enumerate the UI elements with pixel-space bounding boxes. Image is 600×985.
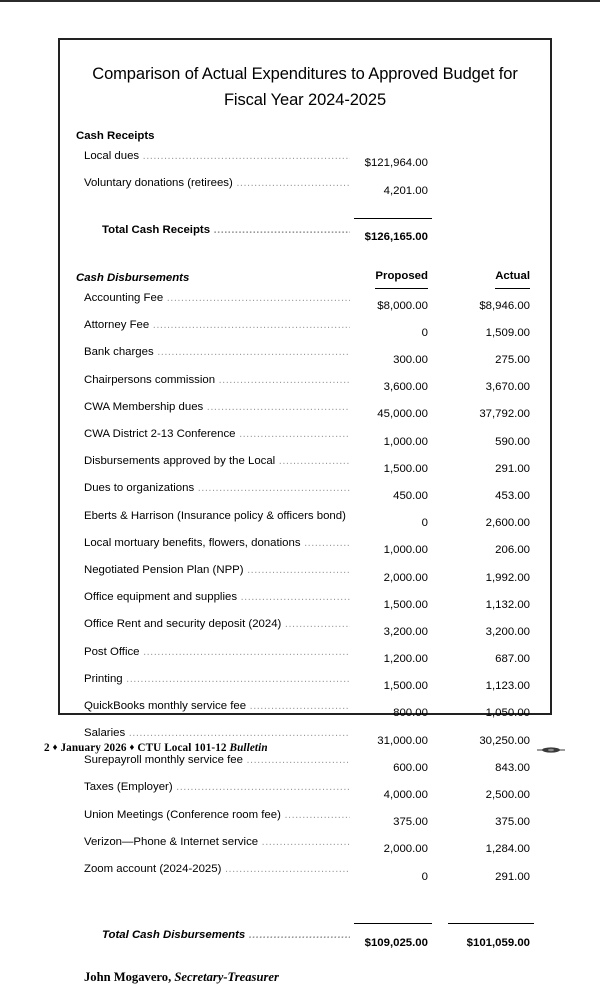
table-row — [76, 643, 534, 670]
row-label: Printing ..... — [76, 670, 350, 697]
total-cash-receipts-label: Total Cash Receipts ..... — [76, 221, 350, 248]
row-label: Post Office ..... — [76, 643, 350, 670]
row-label: Union Meetings (Conference room fee) ..... — [76, 806, 350, 833]
table-row — [76, 398, 534, 425]
table-row — [76, 147, 534, 174]
total-rule-proposed — [350, 907, 442, 927]
row-label: Voluntary donations (retirees) ..... — [76, 174, 350, 201]
section-gap — [76, 248, 534, 268]
row-actual: 37,792.00 — [479, 408, 530, 421]
row-label: Surepayroll monthly service fee ..... — [76, 751, 350, 778]
row-label: Local mortuary benefits, flowers, donations ..... — [76, 534, 350, 561]
row-actual: 1,050.00 — [485, 707, 530, 720]
row-label: Verizon—Phone & Internet service ..... — [76, 833, 350, 860]
row-proposed: 0 — [421, 870, 428, 883]
column-header-actual: Actual — [442, 267, 534, 289]
row-label: QuickBooks monthly service fee ..... — [76, 697, 350, 724]
total-disbursements-proposed: $109,025.00 — [364, 936, 428, 949]
diamond-separator-icon: ♦ — [52, 743, 58, 753]
row-label: Taxes (Employer) ..... — [76, 778, 350, 805]
table-row — [76, 174, 534, 201]
row-proposed: 31,000.00 — [377, 734, 428, 747]
row-actual: 2,500.00 — [485, 789, 530, 802]
footer-issue-date: January 2026 — [60, 742, 127, 754]
row-proposed: 375.00 — [393, 816, 428, 829]
signatory-role: Secretary-Treasurer — [174, 969, 279, 984]
table-row — [76, 751, 534, 778]
row-actual: 687.00 — [495, 653, 530, 666]
signature-block — [76, 970, 534, 985]
table-row — [76, 806, 534, 833]
row-proposed: 3,600.00 — [383, 381, 428, 394]
diamond-separator-icon: ♦ — [129, 743, 135, 753]
table-row — [76, 561, 534, 588]
row-actual: 453.00 — [495, 489, 530, 502]
total-row — [76, 221, 534, 248]
table-row — [76, 425, 534, 452]
row-proposed: 1,500.00 — [383, 462, 428, 475]
table-row — [76, 371, 534, 398]
row-label: Salaries ..... — [76, 724, 350, 751]
table-row — [76, 507, 534, 534]
section-header-row — [76, 127, 534, 147]
row-proposed: 1,500.00 — [383, 598, 428, 611]
table-row — [76, 860, 534, 887]
row-label: Office equipment and supplies ..... — [76, 588, 350, 615]
row-proposed: 600.00 — [393, 761, 428, 774]
cash-receipts-heading: Cash Receipts — [76, 130, 155, 143]
table-row — [76, 588, 534, 615]
footer-page-number: 2 — [44, 742, 50, 754]
row-label: Office Rent and security deposit (2024) ..... — [76, 615, 350, 642]
row-proposed: 300.00 — [393, 354, 428, 367]
row-label: CWA District 2-13 Conference ..... — [76, 425, 350, 452]
row-actual: 291.00 — [495, 462, 530, 475]
row-actual: 2,600.00 — [485, 517, 530, 530]
row-actual: 1,992.00 — [485, 571, 530, 584]
row-actual: 30,250.00 — [479, 734, 530, 747]
row-proposed: 2,000.00 — [383, 843, 428, 856]
table-row — [76, 833, 534, 860]
row-actual: 1,123.00 — [485, 680, 530, 693]
subtotal-rule-row — [76, 201, 534, 221]
table-row — [76, 670, 534, 697]
budget-table — [76, 127, 534, 953]
total-disbursements-actual: $101,059.00 — [466, 936, 530, 949]
row-actual: 1,509.00 — [485, 326, 530, 339]
total-cash-receipts-amount: $126,165.00 — [364, 231, 428, 244]
table-row — [76, 615, 534, 642]
table-row — [76, 697, 534, 724]
table-row — [76, 343, 534, 370]
row-proposed: 450.00 — [393, 489, 428, 502]
row-label: Local dues ..... — [76, 147, 350, 174]
subtotal-rule — [350, 201, 442, 221]
row-label: Attorney Fee ..... — [76, 316, 350, 343]
row-actual: 3,670.00 — [485, 381, 530, 394]
table-row — [76, 778, 534, 805]
total-rule-actual — [442, 907, 534, 927]
disbursements-header-row — [76, 267, 534, 289]
row-proposed: 45,000.00 — [377, 408, 428, 421]
row-actual: 206.00 — [495, 544, 530, 557]
table-row — [76, 316, 534, 343]
total-disbursements-label: Total Cash Disbursements ..... — [76, 926, 350, 953]
row-proposed: 0 — [421, 326, 428, 339]
page-title — [86, 62, 524, 113]
row-label: Zoom account (2024-2025) ..... — [76, 860, 350, 887]
footer-bulletin-title: Bulletin — [229, 742, 268, 754]
row-spacer — [442, 174, 534, 201]
total-rule-row — [76, 907, 534, 927]
page-title-line-1: Comparison of Actual Expenditures to Approved Budget for — [92, 65, 518, 83]
signatory-name: John Mogavero, — [84, 969, 172, 984]
page-title-line-2: Fiscal Year 2024-2025 — [223, 90, 387, 109]
grand-total-row — [76, 926, 534, 953]
footer-ornament-icon — [536, 746, 566, 754]
cash-disbursements-heading: Cash Disbursements — [76, 272, 190, 285]
row-actual: 291.00 — [495, 870, 530, 883]
row-proposed: 2,000.00 — [383, 571, 428, 584]
row-proposed: 1,500.00 — [383, 680, 428, 693]
pre-total-gap — [76, 887, 534, 907]
row-label: Chairpersons commission ..... — [76, 371, 350, 398]
row-actual: 1,284.00 — [485, 843, 530, 856]
column-header-proposed: Proposed — [350, 267, 442, 289]
page-footer — [44, 742, 268, 754]
row-actual: 590.00 — [495, 435, 530, 448]
table-row — [76, 534, 534, 561]
row-label: Accounting Fee ..... — [76, 289, 350, 316]
row-proposed: 800.00 — [393, 707, 428, 720]
row-label: Disbursements approved by the Local ..... — [76, 452, 350, 479]
row-label: CWA Membership dues ..... — [76, 398, 350, 425]
row-proposed: 1,000.00 — [383, 435, 428, 448]
row-proposed: 0 — [421, 517, 428, 530]
row-actual: 275.00 — [495, 354, 530, 367]
row-label: Negotiated Pension Plan (NPP) ..... — [76, 561, 350, 588]
table-row — [76, 452, 534, 479]
row-proposed: 1,000.00 — [383, 544, 428, 557]
page-top-rule — [0, 0, 600, 2]
row-actual: 3,200.00 — [485, 625, 530, 638]
row-amount: $121,964.00 — [364, 157, 428, 170]
row-actual: 375.00 — [495, 816, 530, 829]
row-amount: 4,201.00 — [383, 184, 428, 197]
row-proposed: 1,200.00 — [383, 653, 428, 666]
row-label: Bank charges ..... — [76, 343, 350, 370]
footer-publication: CTU Local 101-12 — [137, 742, 227, 754]
row-label: Eberts & Harrison (Insurance policy & officers bond) ..... — [76, 507, 350, 534]
row-label: Dues to organizations ..... — [76, 479, 350, 506]
row-proposed: 3,200.00 — [383, 625, 428, 638]
row-actual: $8,946.00 — [479, 299, 530, 312]
row-actual: 1,132.00 — [485, 598, 530, 611]
row-proposed: $8,000.00 — [377, 299, 428, 312]
row-spacer — [442, 147, 534, 174]
table-row — [76, 479, 534, 506]
table-row — [76, 289, 534, 316]
row-actual: 843.00 — [495, 761, 530, 774]
row-proposed: 4,000.00 — [383, 789, 428, 802]
